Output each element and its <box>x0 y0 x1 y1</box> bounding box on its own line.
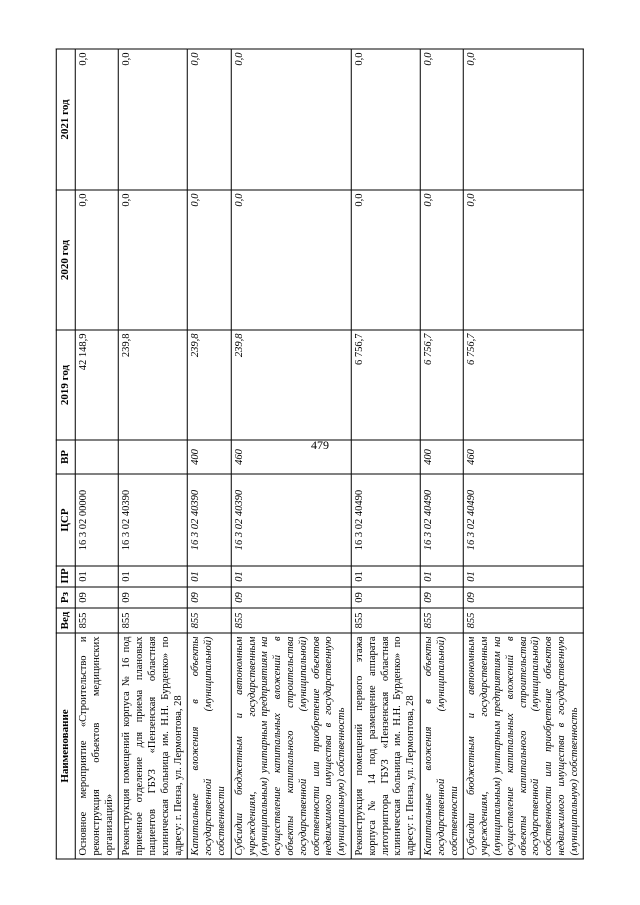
cell-ved: 855 <box>231 608 351 633</box>
cell-ved: 855 <box>75 608 118 633</box>
cell-vr <box>351 440 420 474</box>
cell-name: Основное мероприятие «Строительство и реконструкция объектов медицинских организаций» <box>75 633 118 859</box>
cell-pr: 01 <box>188 566 231 587</box>
cell-rz: 09 <box>420 587 463 608</box>
rotated-table-container <box>56 49 584 860</box>
table-row <box>464 49 584 859</box>
cell-2020: 0,0 <box>231 190 351 330</box>
header-csr: ЦСР <box>56 474 75 566</box>
cell-2019: 6 756,7 <box>420 330 463 440</box>
header-name: Наименование <box>56 633 75 859</box>
cell-2020: 0,0 <box>75 190 118 330</box>
header-pr: ПР <box>56 566 75 587</box>
cell-name: Реконструкция помещений корпуса № 16 под приемное отделение для приема плановых пациентов ГБУЗ «Пензенская областная клиническая больница им. Н.Н. Бурденко» по адресу: г. Пенза, ул. Лермонтова, 28 <box>119 633 188 859</box>
table-row <box>420 49 463 859</box>
cell-vr: 460 <box>464 440 584 474</box>
cell-rz: 09 <box>351 587 420 608</box>
header-rz: Рз <box>56 587 75 608</box>
cell-pr: 01 <box>75 566 118 587</box>
cell-pr: 01 <box>351 566 420 587</box>
cell-2020: 0,0 <box>464 190 584 330</box>
cell-name: Реконструкция помещений первого этажа корпуса № 14 под размещение аппарата литотриптора ГБУЗ «Пензенская областная клиническая больница им. Н.Н. Бурденко» по адресу: г. Пенза, ул. Лермонтова, 28 <box>351 633 420 859</box>
cell-name: Капитальные вложения в объекты государственной (муниципальной) собственности <box>420 633 463 859</box>
cell-rz: 09 <box>231 587 351 608</box>
table-row <box>75 49 118 859</box>
cell-2021: 0,0 <box>188 49 231 190</box>
cell-csr: 16 3 02 40490 <box>351 474 420 566</box>
header-vr: ВР <box>56 440 75 474</box>
cell-vr <box>75 440 118 474</box>
cell-2021: 0,0 <box>119 49 188 190</box>
cell-2019: 42 148,9 <box>75 330 118 440</box>
cell-name: Субсидии бюджетным и автономным учреждениям, государственным (муниципальным) унитарным предприятиям на осуществление капитальных вложений в объекты капитального строительства государственной (муниципальной) собственности или приобретение объектов недвижимого имущества в государственную (муниципальную) собственность <box>231 633 351 859</box>
cell-2019: 6 756,7 <box>351 330 420 440</box>
cell-ved: 855 <box>420 608 463 633</box>
cell-ved: 855 <box>351 608 420 633</box>
cell-vr: 400 <box>188 440 231 474</box>
cell-2021: 0,0 <box>231 49 351 190</box>
cell-2020: 0,0 <box>188 190 231 330</box>
cell-csr: 16 3 02 40390 <box>188 474 231 566</box>
cell-2020: 0,0 <box>119 190 188 330</box>
cell-pr: 01 <box>119 566 188 587</box>
table-header-row <box>56 49 75 859</box>
cell-csr: 16 3 02 40490 <box>420 474 463 566</box>
cell-rz: 09 <box>188 587 231 608</box>
cell-2021: 0,0 <box>464 49 584 190</box>
table-row <box>119 49 188 859</box>
cell-vr: 460 <box>231 440 351 474</box>
table-row <box>351 49 420 859</box>
cell-2021: 0,0 <box>351 49 420 190</box>
cell-name: Капитальные вложения в объекты государственной (муниципальной) собственности <box>188 633 231 859</box>
cell-vr: 400 <box>420 440 463 474</box>
cell-csr: 16 3 02 40390 <box>119 474 188 566</box>
header-2019: 2019 год <box>56 330 75 440</box>
cell-2021: 0,0 <box>75 49 118 190</box>
cell-2019: 239,8 <box>119 330 188 440</box>
cell-rz: 09 <box>119 587 188 608</box>
cell-rz: 09 <box>464 587 584 608</box>
cell-name: Субсидии бюджетным и автономным учреждениям, государственным (муниципальным) унитарным предприятиям на осуществление капитальных вложений в объекты капитального строительства государственной (муниципальной) собственности или приобретение объектов недвижимого имущества в государственную (муниципальную) собственность <box>464 633 584 859</box>
cell-rz: 09 <box>75 587 118 608</box>
cell-pr: 01 <box>231 566 351 587</box>
cell-csr: 16 3 02 40490 <box>464 474 584 566</box>
cell-2020: 0,0 <box>351 190 420 330</box>
cell-pr: 01 <box>420 566 463 587</box>
page-number: 479 <box>311 438 329 452</box>
cell-2019: 6 756,7 <box>464 330 584 440</box>
header-2021: 2021 год <box>56 49 75 190</box>
cell-2019: 239,8 <box>231 330 351 440</box>
cell-csr: 16 3 02 40390 <box>231 474 351 566</box>
cell-ved: 855 <box>119 608 188 633</box>
header-ved: Вед <box>56 608 75 633</box>
cell-2019: 239,8 <box>188 330 231 440</box>
cell-ved: 855 <box>188 608 231 633</box>
table-row <box>188 49 231 859</box>
cell-csr: 16 3 02 00000 <box>75 474 118 566</box>
table-row <box>231 49 351 859</box>
cell-2021: 0,0 <box>420 49 463 190</box>
cell-pr: 01 <box>464 566 584 587</box>
budget-table <box>56 49 584 860</box>
cell-vr <box>119 440 188 474</box>
cell-2020: 0,0 <box>420 190 463 330</box>
cell-ved: 855 <box>464 608 584 633</box>
header-2020: 2020 год <box>56 190 75 330</box>
